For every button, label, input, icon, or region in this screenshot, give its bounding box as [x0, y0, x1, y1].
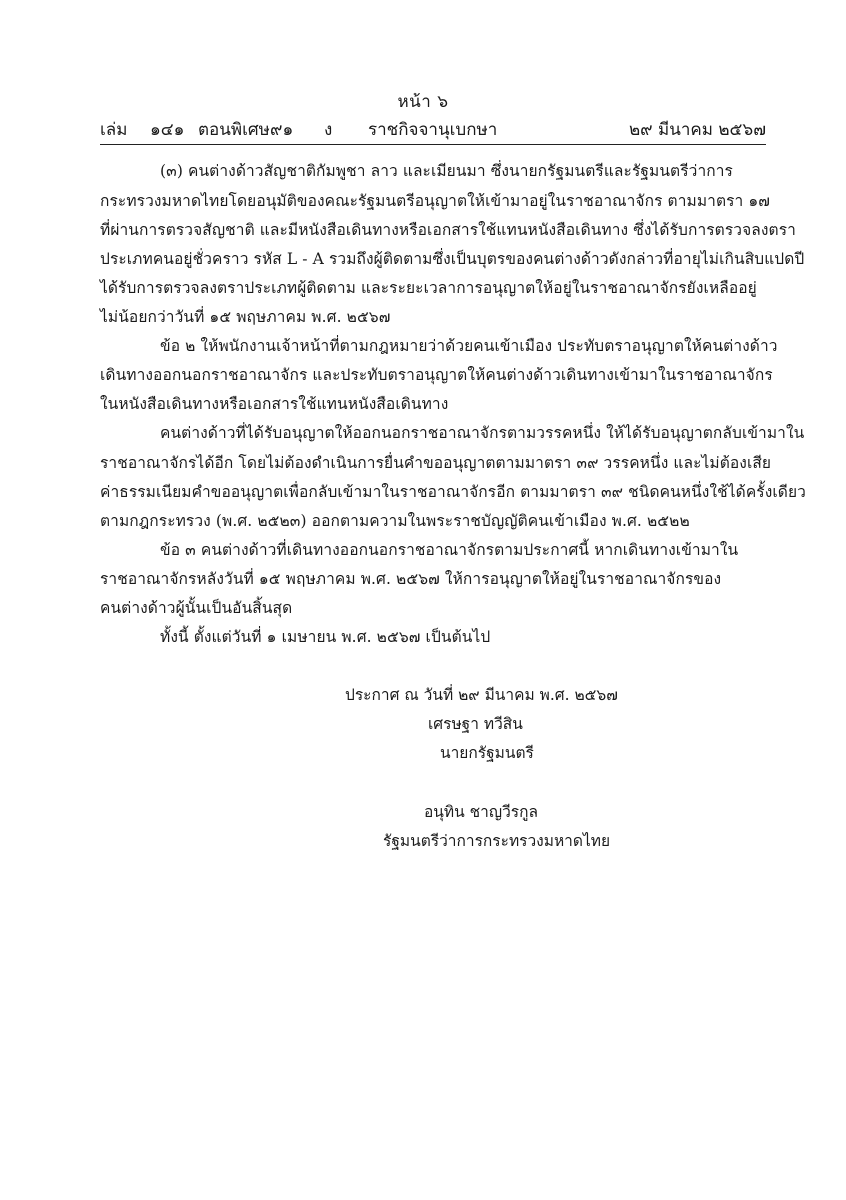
- volume-number: ๑๔๑: [150, 120, 185, 140]
- body-line: ข้อ ๒ ให้พนักงานเจ้าหน้าที่ตามกฎหมายว่าด้วยคนเข้าเมือง ประทับตราอนุญาตให้คนต่างด้าว: [160, 337, 778, 355]
- header-divider: [100, 144, 766, 145]
- body-line: ค่าธรรมเนียมคำขออนุญาตเพื่อกลับเข้ามาในราชอาณาจักรอีก ตามมาตรา ๓๙ ชนิดคนหนึ่งใช้ได้ครั้งเดียว: [100, 483, 806, 501]
- section-type: ง: [324, 120, 333, 140]
- signer-title: นายกรัฐมนตรี: [440, 744, 534, 762]
- body-line: ทั้งนี้ ตั้งแต่วันที่ ๑ เมษายน พ.ศ. ๒๕๖๗ เป็นต้นไป: [160, 628, 491, 646]
- gazette-title: ราชกิจจานุเบกษา: [368, 120, 498, 140]
- body-line: ในหนังสือเดินทางหรือเอกสารใช้แทนหนังสือเดินทาง: [100, 395, 449, 413]
- announcement-date: ประกาศ ณ วันที่ ๒๙ มีนาคม พ.ศ. ๒๕๖๗: [345, 686, 618, 704]
- body-line: ข้อ ๓ คนต่างด้าวที่เดินทางออกนอกราชอาณาจักรตามประกาศนี้ หากเดินทางเข้ามาใน: [160, 541, 739, 559]
- body-line: ราชอาณาจักรหลังวันที่ ๑๕ พฤษภาคม พ.ศ. ๒๕๖๗ ให้การอนุญาตให้อยู่ในราชอาณาจักรของ: [100, 570, 722, 588]
- page-number: หน้า ๖: [397, 92, 449, 112]
- body-line: คนต่างด้าวที่ได้รับอนุญาตให้ออกนอกราชอาณาจักรตามวรรคหนึ่ง ให้ได้รับอนุญาตกลับเข้ามาใน: [160, 424, 805, 442]
- body-line: ประเภทคนอยู่ชั่วคราว รหัส L - A รวมถึงผู้ติดตามซึ่งเป็นบุตรของคนต่างด้าวดังกล่าวที่อายุไม่เกินสิบแปดปี: [100, 250, 805, 268]
- header-date: ๒๙ มีนาคม ๒๕๖๗: [628, 120, 766, 140]
- body-line: ไม่น้อยกว่าวันที่ ๑๕ พฤษภาคม พ.ศ. ๒๕๖๗: [100, 308, 391, 326]
- section-label: ตอนพิเศษ: [198, 120, 270, 140]
- gazette-header: [100, 116, 766, 140]
- section-number: ๙๑: [270, 120, 294, 140]
- signer-name: อนุทิน ชาญวีรกูล: [424, 803, 538, 821]
- body-line: เดินทางออกนอกราชอาณาจักร และประทับตราอนุญาตให้คนต่างด้าวเดินทางเข้ามาในราชอาณาจักร: [100, 366, 773, 384]
- body-line: คนต่างด้าวผู้นั้นเป็นอันสิ้นสุด: [100, 599, 293, 617]
- body-line: ที่ผ่านการตรวจสัญชาติ และมีหนังสือเดินทางหรือเอกสารใช้แทนหนังสือเดินทาง ซึ่งได้รับการตรวจลงตรา: [100, 221, 796, 239]
- volume-label: เล่ม: [100, 120, 128, 140]
- body-line: (๓) คนต่างด้าวสัญชาติกัมพูชา ลาว และเมียนมา ซึ่งนายกรัฐมนตรีและรัฐมนตรีว่าการ: [160, 162, 733, 180]
- body-line: ได้รับการตรวจลงตราประเภทผู้ติดตาม และระยะเวลาการอนุญาตให้อยู่ในราชอาณาจักรยังเหลืออยู่: [100, 279, 757, 297]
- body-line: ราชอาณาจักรได้อีก โดยไม่ต้องดำเนินการยื่นคำขออนุญาตตามมาตรา ๓๙ วรรคหนึ่ง และไม่ต้องเสีย: [100, 454, 772, 472]
- signer-name: เศรษฐา ทวีสิน: [428, 715, 523, 733]
- body-line: กระทรวงมหาดไทยโดยอนุมัติของคณะรัฐมนตรีอนุญาตให้เข้ามาอยู่ในราชอาณาจักร ตามมาตรา ๑๗: [100, 192, 771, 210]
- signer-title: รัฐมนตรีว่าการกระทรวงมหาดไทย: [383, 832, 611, 850]
- body-line: ตามกฎกระทรวง (พ.ศ. ๒๕๒๓) ออกตามความในพระราชบัญญัติคนเข้าเมือง พ.ศ. ๒๕๒๒: [100, 512, 690, 530]
